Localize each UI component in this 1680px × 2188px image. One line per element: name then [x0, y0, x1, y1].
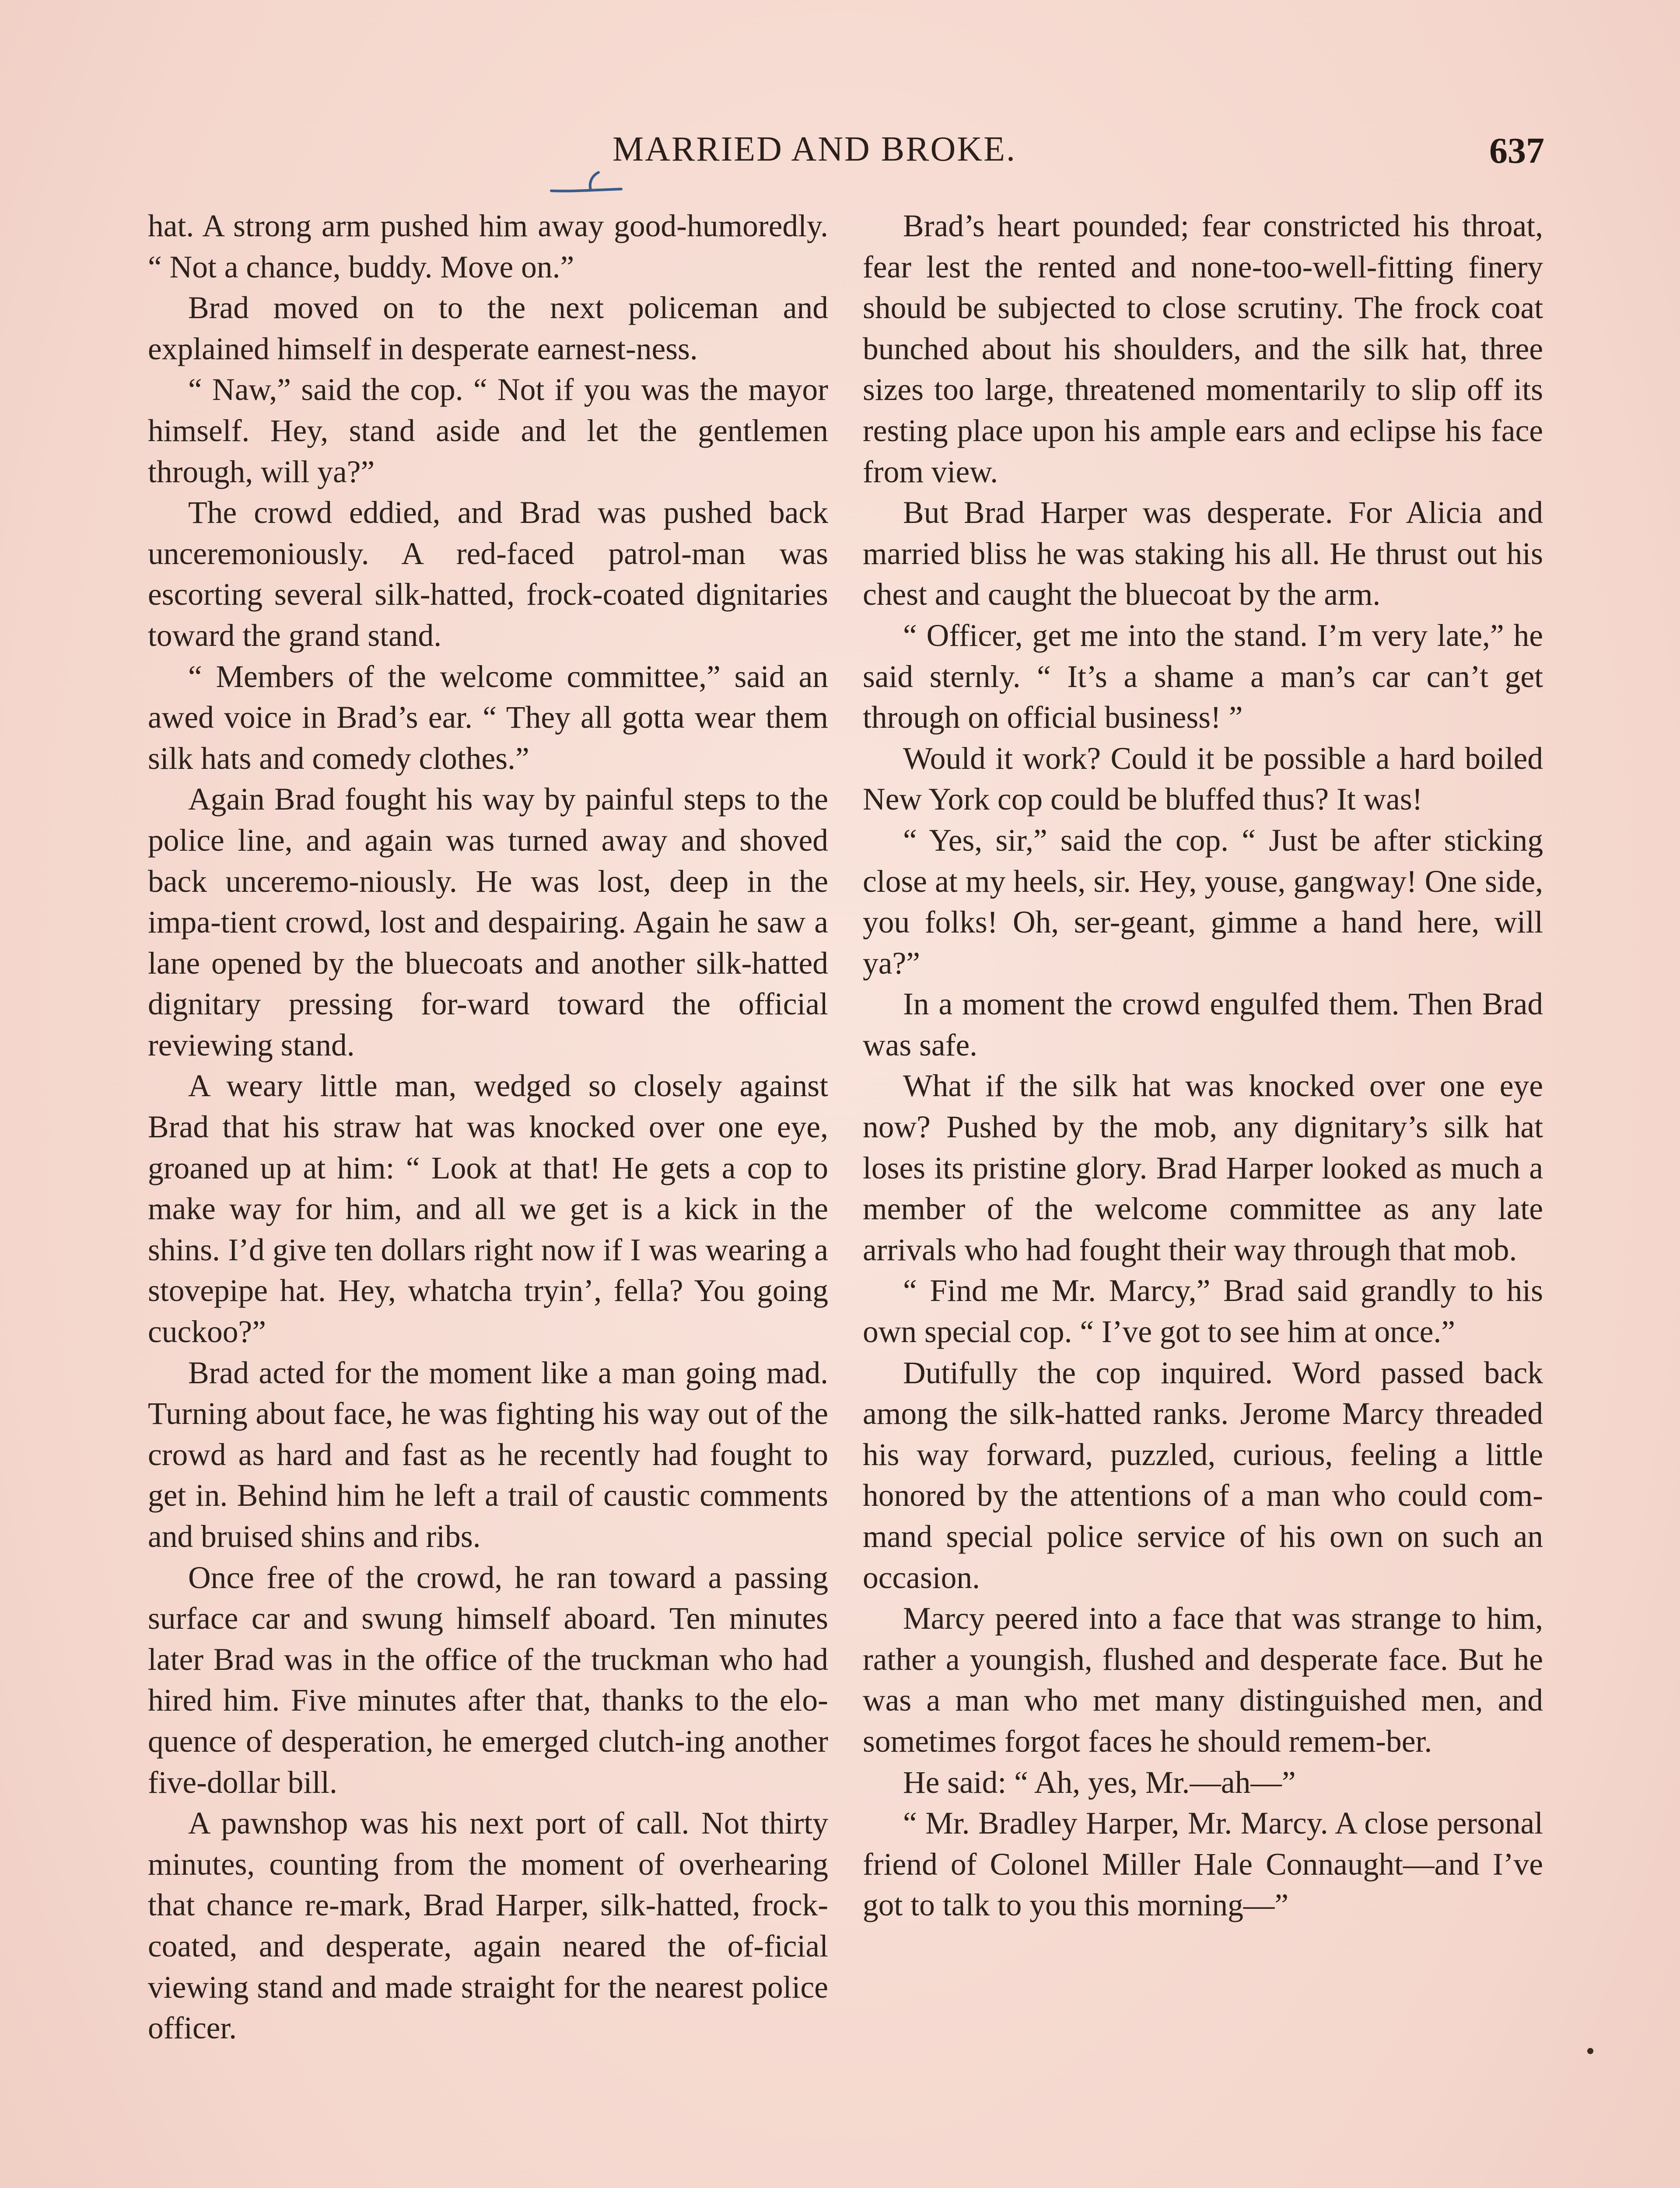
paragraph: He said: “ Ah, yes, Mr.—ah—” [903, 1765, 1296, 1800]
paragraph: In a moment the crowd engulfed them. Then Brad was safe. [863, 987, 1543, 1062]
paragraph: Brad’s heart pounded; fear constricted his throat, fear lest the rented and none-too-well-fitting finery should be subjected to close scrutiny. The frock coat bunched about his shoulders, and the silk hat, three sizes too large, threatened momentarily to slip off its resting place upon his ample ears and eclipse his face from view. [863, 209, 1543, 489]
paragraph: But Brad Harper was desperate. For Alicia and married bliss he was staking his all. He thrust out his chest and caught the bluecoat by the arm. [863, 495, 1543, 612]
paragraph: Brad acted for the moment like a man going mad. Turning about face, he was fighting his way out of the crowd as hard and fast as he recently had fought to get in. Behind him he left a trail of caustic comments and bruised shins and ribs. [148, 1355, 828, 1554]
ink-fleck [1587, 2048, 1593, 2054]
paragraph: A pawnshop was his next port of call. Not thirty minutes, counting from the moment of overhearing that chance re-mark, Brad Harper, silk-hatted, frock-coated, and desperate, again neared the of-ficial viewing stand and made straight for the nearest police officer. [148, 1806, 828, 2046]
paragraph: “ Officer, get me into the stand. I’m very late,” he said sternly. “ It’s a shame a man’s car can’t get through on official business! ” [863, 618, 1543, 735]
paragraph: Brad moved on to the next policeman and explained himself in desperate earnest-ness. [148, 291, 828, 366]
paragraph: Again Brad fought his way by painful steps to the police line, and again was turned away and shoved back unceremo-niously. He was lost, deep in the impa-tient crowd, lost and despairing. Again he saw a lane opened by the bluecoats and another silk-hatted dignitary pressing for-ward toward the official reviewing stand. [148, 782, 828, 1062]
running-title: MARRIED AND BROKE. [612, 130, 1016, 168]
paragraph: “ Members of the welcome committee,” said an awed voice in Brad’s ear. “ They all gotta wear them silk hats and comedy clothes.” [148, 659, 828, 776]
paragraph: “ Yes, sir,” said the cop. “ Just be after sticking close at my heels, sir. Hey, youse, gangway! One side, you folks! Oh, ser-geant, gimme a hand here, will ya?” [863, 823, 1543, 981]
paragraph: Once free of the crowd, he ran toward a passing surface car and swung himself aboard. Ten minutes later Brad was in the office of the truckman who had hired him. Five minutes after that, thanks to the elo-quence of desperation, he emerged clutch-ing another five-dollar bill. [148, 1560, 828, 1800]
page-number: 637 [1489, 130, 1544, 171]
pen-mark [547, 170, 626, 196]
paragraph: “ Naw,” said the cop. “ Not if you was the mayor himself. Hey, stand aside and let the gentlemen through, will ya?” [148, 372, 828, 489]
paragraph: Dutifully the cop inquired. Word passed back among the silk-hatted ranks. Jerome Marcy threaded his way forward, puzzled, curious, feeling a little honored by the attentions of a man who could com-mand special police service of his own on such an occasion. [863, 1355, 1543, 1595]
paragraph: Marcy peered into a face that was strange to him, rather a youngish, flushed and desperate face. But he was a man who met many distinguished men, and sometimes forgot faces he should remem-ber. [863, 1601, 1543, 1759]
left-column [148, 206, 828, 2049]
paragraph: “ Find me Mr. Marcy,” Brad said grandly to his own special cop. “ I’ve got to see him at once.” [863, 1273, 1543, 1350]
paragraph: What if the silk hat was knocked over one eye now? Pushed by the mob, any dignitary’s silk hat loses its pristine glory. Brad Harper looked as much a member of the welcome committee as any late arrivals who had fought their way through that mob. [863, 1069, 1543, 1267]
right-column [863, 206, 1543, 1926]
paragraph: “ Mr. Bradley Harper, Mr. Marcy. A close personal friend of Colonel Miller Hale Connaught—and I’ve got to talk to you this morning—” [863, 1806, 1543, 1923]
paragraph: Would it work? Could it be possible a hard boiled New York cop could be bluffed thus? It was! [863, 741, 1543, 817]
paragraph: A weary little man, wedged so closely against Brad that his straw hat was knocked over one eye, groaned up at him: “ Look at that! He gets a cop to make way for him, and all we get is a kick in the shins. I’d give ten dollars right now if I was wearing a stovepipe hat. Hey, whatcha tryin’, fella? You going cuckoo?” [148, 1069, 828, 1350]
paragraph: The crowd eddied, and Brad was pushed back unceremoniously. A red-faced patrol-man was escorting several silk-hatted, frock-coated dignitaries toward the grand stand. [148, 495, 828, 653]
paragraph: hat. A strong arm pushed him away good-humoredly. “ Not a chance, buddy. Move on.” [148, 209, 828, 284]
